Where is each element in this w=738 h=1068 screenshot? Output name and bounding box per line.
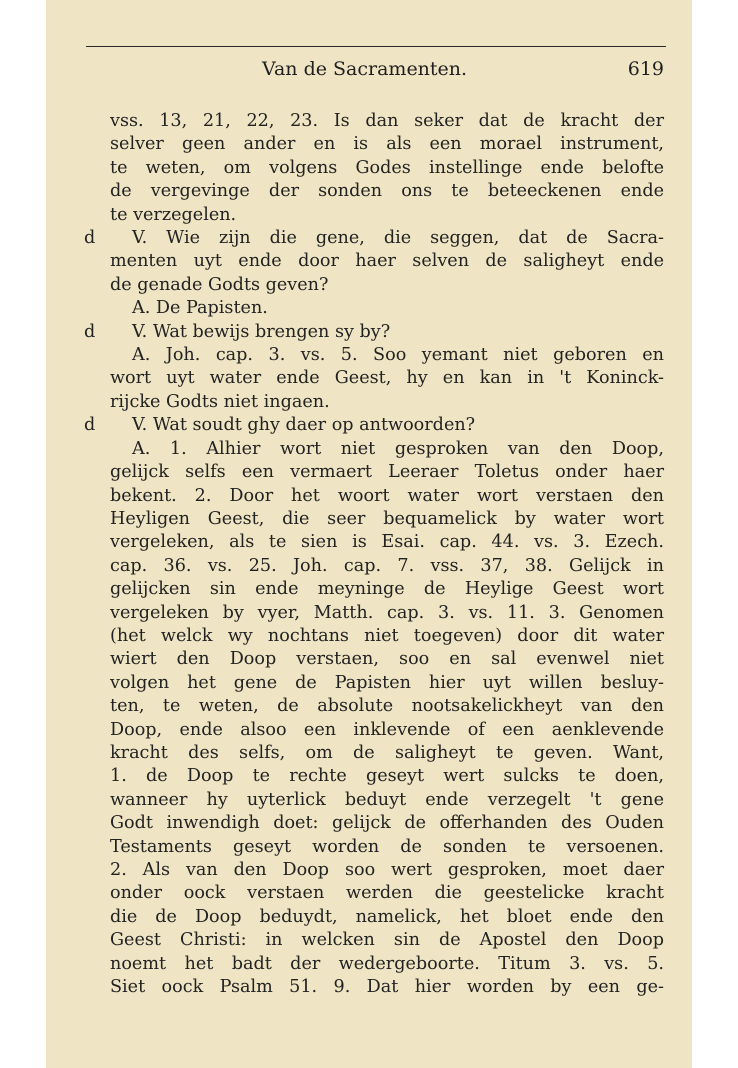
line-text: wort uyt water ende Geest, hy en kan in 't Koninck- (110, 368, 664, 389)
line-text: A. 1. Alhier wort niet gesproken van den Doop, (132, 438, 664, 459)
line-text: onder oock verstaen werden die geestelicke kracht (110, 883, 664, 904)
text-line (110, 555, 664, 578)
line-text: vss. 13, 21, 22, 23. Is dan seker dat de kracht der (110, 111, 664, 131)
line-text: V. Wat bewijs brengen sy by? (132, 321, 391, 342)
line-text: ten, te weten, de absolute nootsakelickheyt van den (110, 696, 664, 717)
line-text: 2. Als van den Doop soo wert gesproken, moet daer (110, 860, 664, 880)
line-text: A. De Papisten. (132, 298, 268, 319)
line-text: A. Joh. cap. 3. vs. 5. Soo yemant niet geboren en (132, 345, 664, 366)
text-line (110, 250, 664, 273)
text-line (110, 789, 664, 812)
text-line (110, 719, 664, 742)
line-text: gelijck selfs een vermaert Leeraer Toletus onder haer (110, 462, 664, 483)
text-line (110, 929, 664, 952)
line-text: 1. de Doop te rechte geseyt wert sulcks te doen, (110, 766, 664, 787)
text-line (110, 157, 664, 180)
text-line (110, 391, 664, 414)
line-text: Testaments geseyt worden de sonden te versoenen. (110, 836, 664, 857)
line-text: V. Wie zijn die gene, die seggen, dat de Sacra- (132, 228, 664, 249)
text-line (110, 836, 664, 859)
line-text: wiert den Doop verstaen, soo en sal evenwel niet (110, 649, 664, 670)
line-text: volgen het gene de Papisten hier uyt willen besluy- (110, 672, 664, 693)
margin-mark: d (84, 321, 96, 342)
text-line (110, 180, 664, 203)
header-rule (86, 46, 666, 47)
text-line (110, 906, 664, 929)
page-header (86, 58, 666, 84)
line-text: V. Wat soudt ghy daer op antwoorden? (132, 415, 476, 436)
text-line (110, 976, 664, 999)
text-line (110, 812, 664, 835)
text-line (110, 672, 664, 695)
text-line (110, 110, 664, 133)
text-line (110, 531, 664, 554)
line-text: Siet oock Psalm 51. 9. Dat hier worden by een ge- (110, 977, 664, 998)
text-line (110, 859, 664, 882)
text-line (110, 953, 664, 976)
line-text: de vergevinge der sonden ons te beteeckenen ende (110, 181, 664, 202)
line-text: te verzegelen. (110, 204, 237, 225)
line-text: gelijcken sin ende meyninge de Heylige Geest wort (110, 579, 664, 600)
text-line (110, 625, 664, 648)
text-line (110, 274, 664, 297)
text-line (110, 204, 664, 227)
line-text: noemt het badt der wedergeboorte. Titum 3. vs. 5. (110, 953, 664, 974)
line-text: die de Doop beduydt, namelick, het bloet ende den (110, 906, 664, 927)
line-text: bekent. 2. Door het woort water wort verstaen den (110, 485, 664, 506)
line-text: cap. 36. vs. 25. Joh. cap. 7. vss. 37, 38. Gelijck in (110, 555, 664, 576)
text-line (110, 485, 664, 508)
line-text: te weten, om volgens Godes instellinge ende belofte (110, 157, 664, 178)
line-text: de genade Godts geven? (110, 274, 329, 295)
line-text: Doop, ende alsoo een inklevende of een aenklevende (110, 719, 664, 740)
text-line (110, 742, 664, 765)
text-line (110, 695, 664, 718)
body-text (84, 110, 664, 999)
line-text: Geest Christi: in welcken sin de Apostel den Doop (110, 930, 664, 951)
text-line (110, 367, 664, 390)
text-line (110, 602, 664, 625)
text-line (110, 461, 664, 484)
line-text: selver geen ander en is als een morael instrument, (110, 134, 664, 155)
margin-mark: d (84, 228, 96, 249)
text-line (110, 297, 664, 320)
line-text: rijcke Godts niet ingaen. (110, 391, 330, 412)
text-line (110, 133, 664, 156)
text-line (110, 344, 664, 367)
text-line (110, 578, 664, 601)
line-text: vergeleken by vyer, Matth. cap. 3. vs. 11. 3. Genomen (110, 602, 664, 623)
text-line (110, 508, 664, 531)
text-line (110, 648, 664, 671)
text-line (110, 765, 664, 788)
running-title: Van de Sacramenten. (262, 58, 468, 80)
text-line (84, 414, 664, 437)
line-text: (het welck wy nochtans niet toegeven) door dit water (110, 625, 664, 646)
line-text: vergeleken, als te sien is Esai. cap. 44. vs. 3. Ezech. (110, 532, 664, 553)
page-number: 619 (627, 58, 664, 80)
margin-mark: d (84, 415, 96, 436)
line-text: Godt inwendigh doet: gelijck de offerhanden des Ouden (110, 813, 664, 834)
line-text: kracht des selfs, om de saligheyt te geven. Want, (110, 742, 664, 763)
text-line (84, 227, 664, 250)
line-text: wanneer hy uyterlick beduyt ende verzegelt 't gene (110, 789, 664, 810)
text-line (84, 321, 664, 344)
line-text: Heyligen Geest, die seer bequamelick by water wort (110, 508, 664, 529)
text-line (110, 882, 664, 905)
line-text: menten uyt ende door haer selven de saligheyt ende (110, 251, 664, 272)
text-line (110, 438, 664, 461)
